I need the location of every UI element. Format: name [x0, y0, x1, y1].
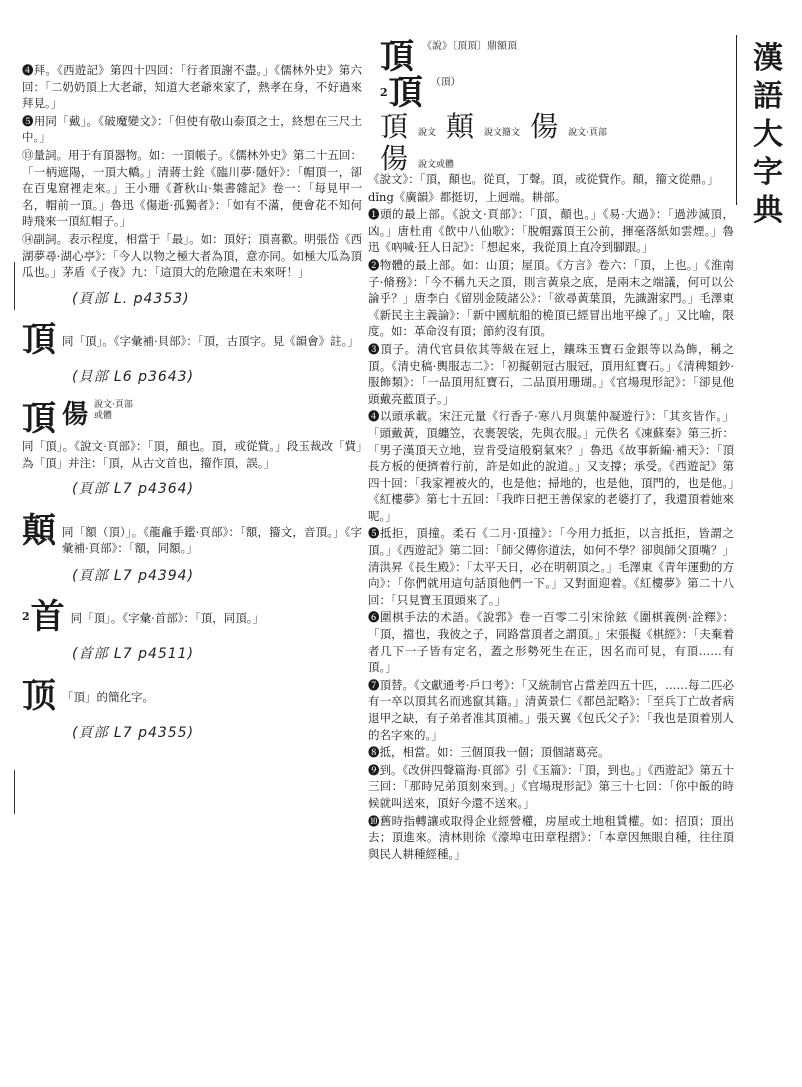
handwritten-note: (頁部 L7 p4364)	[72, 481, 195, 498]
sense-paragraph: ❿舊時指轉讓或取得企业經營權，房屋或土地租賃權。如：招頂；頂出去；頂進來。清林則徐《濠埠屯田章程摺》：「本章因無眼自種，往往頂與民人耕種經種。」	[368, 813, 734, 861]
headword: 顛	[22, 510, 56, 551]
homograph-number: 2	[22, 610, 30, 624]
homograph-number: 2	[380, 86, 388, 99]
entry-heading	[22, 512, 362, 558]
handwritten-note: (頁部 L. p4353)	[72, 290, 190, 307]
sense-paragraph: ❸頂子。清代官員依其等級在冠上，鑲珠玉寶石金銀等以為飾，稱之頂。《清史稿·輿服志二》：「初擬朝冠古服冠，頂用紅寶石。」《清稗類鈔·服飾類》：「一品頂用紅寶石，二品頂用珊瑚。」《官場現形記》：「卻見他頭戴亮藍頂子。」	[368, 341, 734, 406]
title-char: 漢	[753, 41, 783, 76]
entry-pronunciation: dǐng《廣韻》都挺切，上迥端。耕部。	[368, 189, 567, 204]
variant-forms	[380, 112, 730, 142]
title-char: 大	[753, 117, 783, 152]
right-column	[368, 171, 734, 863]
sense-paragraph: ❾到。《改併四聲篇海·頁部》引《玉篇》：「頂，到也。」《西遊記》第五十三回：「那時兄弟頂刻來到。」《官場現形記》第三十七回：「你中飯的時候就叫送來，頂好今還不送來。」	[368, 762, 734, 810]
entry-heading	[22, 400, 362, 438]
margin-bracket	[14, 262, 15, 310]
variant-source: 說文	[418, 128, 437, 139]
entry-definition: 同「頂」。《說文·頁部》：「頂，顛也。頂，或從貲。」段玉裁改「貲」為「頂」并注：「頂，从古文首也，籀作頂，誤。」	[22, 438, 362, 470]
sense-paragraph: ❹以頭承載。宋汪元量《行香子·寒八月與葉仲凝遊行》：「其亥皆作。」「頭戴黃，頂纏笠，衣裹袈裟，先與衣服。」元佚名《凍蘇秦》第三折：「男子漢頂天立地，豈肯受這般窮氣來？」魯迅《故事新編·補天》：「頂長方板的便擠着行前，許是如此的說道。」又支撐；承受。《西遊記》第四十回：「我家裡被火的，也是他；掃地的，也是他，頂門的，也是他。」《紅樓夢》第七十五回：「我昨日把王善保家的老婆打了，我還頂着她來呢。」	[368, 409, 734, 523]
variant-source-label: 或體	[94, 410, 113, 421]
entry-etymology: 《說文》：「頂，顛也。從頁，丁聲。頂，或從貲作。顛，籀文從鼎。」	[368, 172, 719, 186]
sense-paragraph: ❶頭的最上部。《說文·頁部》：「頂，顛也。」《易·大過》：「過涉滅頂，凶。」唐杜甫《飲中八仙歌》：「脫帽露頂王公前，揮毫落紙如雲煙。」魯迅《吶喊·狂人日記》：「想起來，我從頂上直冷到腳跟。」	[368, 207, 734, 255]
headword-note: 《說》〔頂頂〕鼎額頂	[422, 41, 517, 52]
entry-heading	[22, 598, 362, 636]
entry-heading	[380, 73, 730, 113]
headword	[22, 598, 65, 636]
title-char: 典	[753, 193, 783, 228]
margin-bracket	[14, 770, 15, 814]
book-title	[748, 40, 788, 230]
title-char: 字	[753, 155, 783, 190]
sense-paragraph: ❺抵拒，頂撞。柔石《二月·頂撞》：「今用力抵拒，以言抵拒，皆謂之頂。」《西遊記》第二回：「師父傳你道法，如何不學？卻與師父頂嘴？」清洪昇《長生殿》：「太平天日，必在明朝頂之。」毛澤東《青年運動的方向》：「你們就用這句話頂他們一下。」又對面迎着。《紅樓夢》第二十八回：「只見寶玉頂頭來了。」	[368, 526, 734, 607]
title-char: 語	[753, 79, 783, 114]
right-column-head	[380, 37, 730, 176]
variant-source: 說文籀文	[484, 128, 521, 139]
entry-heading	[380, 37, 730, 77]
headword: 頂	[380, 37, 414, 77]
variant-source	[94, 400, 133, 422]
variant-forms	[380, 144, 730, 174]
headword: 顶	[22, 676, 56, 717]
variant-glyph: 偒	[380, 142, 409, 175]
headword	[380, 73, 423, 113]
handwritten-note: (貝部 L6 p3643)	[72, 369, 195, 386]
sense-paragraph: ❻圍棋手法的术語。《說郛》卷一百零二引宋徐鉉《圍棋義例·詮釋》：「頂，擋也，我彼之子，同路當頂者之謂頂。」宋張擬《棋經》：「夫棄着者几下一子皆有定名，蓋之形勢死生在正，因名而可見，有頂……有頂。」	[368, 610, 734, 675]
handwritten-note: (頁部 L7 p4394)	[72, 567, 195, 584]
entry-heading	[22, 321, 362, 359]
entry-definition: 「頂」的簡化字。	[62, 690, 154, 705]
variant-glyph: 頂	[380, 110, 409, 143]
headword: 頂	[22, 320, 56, 361]
headword-note: （頂）	[430, 77, 461, 88]
sense-paragraph: ❺用同「戴」。《破魔變文》：「但使有敬山泰頂之士，終想在三尺土中。」	[22, 113, 362, 145]
sense-paragraph: ⑭副詞。表示程度，相當于「最」。如：頂好；頂喜歡。明張岱《西湖夢尋·湖心亭》：「今人以物之極大者為頂，意亦同。如極大瓜為頂瓜也。」茅盾《子夜》九：「這頂大的危險還在未來呀！」	[22, 231, 362, 280]
variant-glyph: 偒	[62, 399, 89, 430]
variant-source-label: 說文·頁部	[94, 399, 133, 410]
left-column	[22, 62, 362, 756]
handwritten-note: (頁部 L7 p4355)	[72, 725, 195, 742]
handwritten-note: (首部 L7 p4511)	[72, 646, 195, 663]
sense-paragraph: ❼頂替。《文獻通考·戶口考》：「又統制官占當差四五十匹，……每二匹必有一卒以頂其名而逃竄其籍。」清黃景仁《都邑記略》：「至兵丁亡故者病退甲之缺，有子弟者准其頂補。」張天翼《包氏父子》：「我也是頂着別人的名字來的。」	[368, 677, 734, 742]
variant-glyph: 偒	[530, 110, 559, 143]
sense-paragraph: ❹拜。《西遊記》第四十四回：「行者頂謝不盡。」《儒林外史》第六回：「二奶奶頂上大老爺，知道大老爺來家了，熱孝在身，不好過來拜見。」	[22, 63, 362, 111]
header-divider	[736, 35, 737, 205]
sense-paragraph: ❽抵，相當。如：三個頂我一個；頂個諸葛亮。	[368, 745, 610, 760]
headword-char: 頂	[388, 73, 423, 113]
headword-char: 首	[30, 597, 65, 638]
entry-definition: 同「額（頂）」。《龍龕手鑑·頁部》：「額，籀文，音頂。」《字彙補·頁部》：「額，同額。」	[62, 524, 362, 556]
entry-definition: 同「頂」。《字彙·首部》：「頂，同頂。」	[70, 611, 265, 626]
variant-source: 說文·頁部	[568, 128, 607, 139]
headword: 頂	[22, 398, 56, 439]
entry-definition: 同「頂」。《字彙補·貝部》：「頂，古頂字。見《韻會》註。」	[62, 334, 359, 349]
sense-paragraph: ⑬量詞。用于有頂器物。如：一頂帳子。《儒林外史》第二十五回：「一柄遮陽，一頂大轎。」清蔣士銓《臨川夢·隱奸》：「帽頂一，卻在百鬼窟裡走來。」王小珊《蒼秋山·集書雜記》卷一：「每見甲一名，帽前一頂。」魯迅《傷逝·孤獨者》：「如有不滿，便會花不知何時飛來一頂紅帽子。」	[22, 147, 362, 229]
sense-paragraph: ❷物體的最上部。如：山頂；屋頂。《方言》卷六：「頂，上也。」《淮南子·脩務》：「今不稱九天之頂，則言黃泉之底，是兩末之端議，何可以公論乎？」唐李白《留別金陵諸公》：「欲尋黃葉頂，先識謝家門。」毛澤東《新民主主義論》：「新中國航船的桅頂已經冒出地平線了。」又比喻，限度。如：革命沒有頂；節約沒有頂。	[368, 257, 734, 339]
entry-heading	[22, 677, 362, 715]
variant-source: 說文或體	[418, 160, 455, 171]
variant-glyph: 顛	[446, 110, 475, 143]
